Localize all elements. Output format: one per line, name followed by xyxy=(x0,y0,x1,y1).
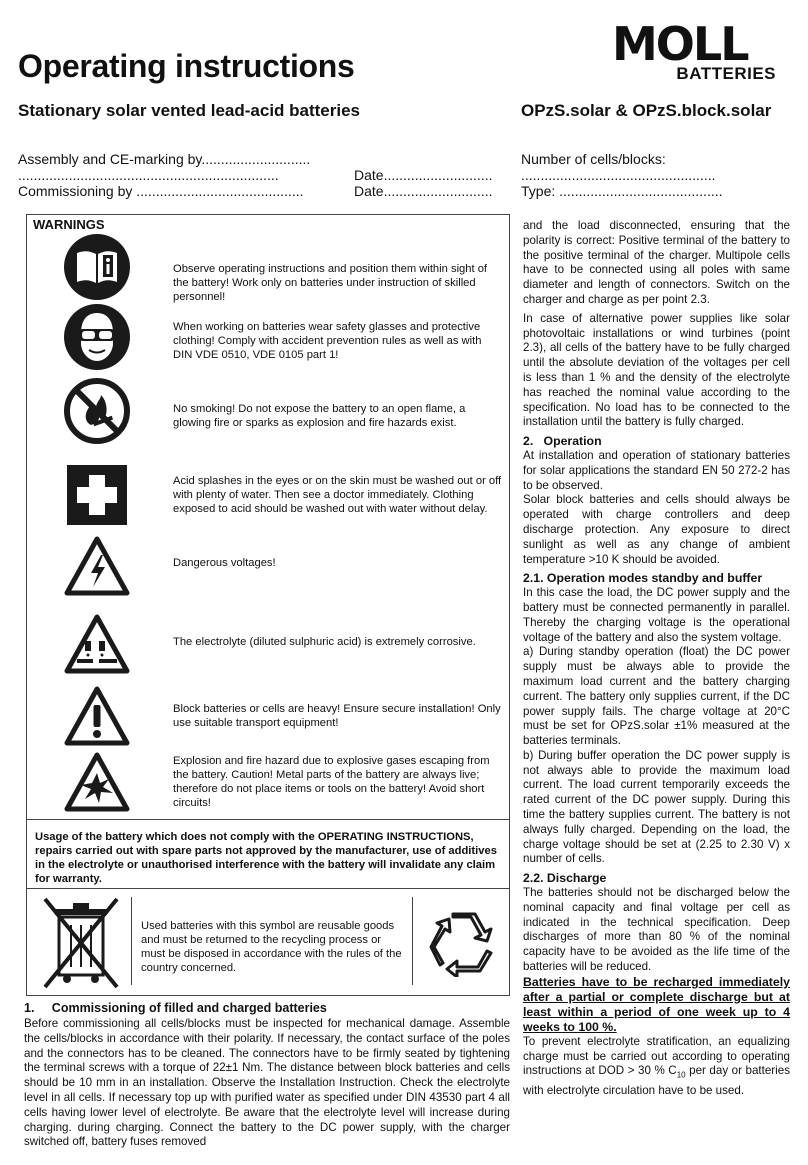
recharge-warning: Batteries have to be recharged immediately after a partial or complete discharge but at least within a period of one week up to 4 weeks to 100 %. xyxy=(523,974,790,1034)
right-p6: a) During standby operation (float) the DC power supply must be always able to provide the maximum load current and the battery charging current. The battery only supplies current, if the DC power supply fails. The charge voltage at 20°C must be set for OPzS.solar ±1% measured at the batteries terminals. xyxy=(523,645,790,748)
heading-standby-buffer: 2.1. Operation modes standby and buffer xyxy=(523,571,763,586)
recycle-icon xyxy=(427,907,497,977)
dots-line: ................................................................... xyxy=(18,167,279,183)
warning-text-7: Block batteries or cells are heavy! Ensure secure installation! Only use suitable transport equipment! xyxy=(173,703,501,729)
date-line-1: Date............................ xyxy=(354,167,493,183)
high-voltage-icon xyxy=(63,533,131,601)
recycling-text: Used batteries with this symbol are reusable goods and must be returned to the recycling process or must be disposed in accordance with the rules of the country concerned. xyxy=(141,920,402,974)
right-p10 xyxy=(523,1035,790,1099)
warning-text-8: Explosion and fire hazard due to explosive gases escaping from the battery. Caution! Metal parts of the battery are always live; therefore do not place items or tools on the battery! Avoid short circuits! xyxy=(173,755,490,809)
assembly-line: Assembly and CE-marking by............................ xyxy=(18,151,311,167)
logo-main: MOLL xyxy=(612,17,748,71)
right-p10-b: per day or batteries with electrolyte circulation have to be used. xyxy=(523,1064,790,1097)
logo-sub: BATTERIES xyxy=(676,64,776,83)
right-p3: At installation and operation of stationary batteries for solar applications the standard EN 50 272-2 has to be observed. xyxy=(523,448,790,492)
exclamation-icon xyxy=(63,683,131,751)
commissioning-line: Commissioning by ........................................... xyxy=(18,183,304,199)
right-column xyxy=(523,219,790,1098)
warranty-notice: Usage of the battery which does not comply with the OPERATING INSTRUCTIONS, repairs carried out with spare parts not approved by the manufacturer, use of additives in the electrolyte or unauthorised interference with the battery will invalidate any claim for warranty. xyxy=(27,819,509,889)
crossed-bin-icon xyxy=(41,895,121,991)
warning-text-4: Acid splashes in the eyes or on the skin must be washed out or off with plenty of water. Then see a doctor immediately. Clothing exposed to acid should be washed out with water without delay. xyxy=(173,475,502,515)
warning-text-5: Dangerous voltages! xyxy=(173,557,276,569)
right-p10-sub: 10 xyxy=(676,1070,686,1080)
right-p1: and the load disconnected, ensuring that the polarity is correct: Positive terminal of the battery to the positive terminal of the charger. Multipole cells have to be connected using all poles with same diameter and length of connectors. Switch on the charger and charge as per point 2.3. xyxy=(523,219,790,306)
warning-text-1: Observe operating instructions and position them within sight of the battery! Work only on batteries under instruction of skilled personnel! xyxy=(173,263,488,303)
right-p4: Solar block batteries and cells should always be operated with charge controllers and deep discharge protection. Any exposure to direct sunlight as well as any change of ambient temperature >10 K should be avoided. xyxy=(523,493,790,566)
goggles-icon xyxy=(63,303,131,371)
moll-logo xyxy=(612,17,784,86)
corrosive-icon xyxy=(63,611,131,679)
right-p8: The batteries should not be discharged below the nominal capacity and final voltage per cell as indicated in the technical specification. Deep discharges of more than 80 % of the nominal capacity have to be avoided as the life time of the batteries will be reduced. xyxy=(523,886,790,974)
manual-icon xyxy=(63,233,131,301)
warnings-box xyxy=(26,214,510,996)
type-line: Type: .......................................... xyxy=(521,183,723,199)
right-p2: In case of alternative power supplies like solar photovoltaic installations or wind turbines (point 2.3), all cells of the battery have to be fully charged until the absolute deviation of the voltages per cell is less than 1 % and the density of the electrolyte has reached the nominal value according to the specification. No load has to be connected to the installation until the battery is fully charged. xyxy=(523,311,790,429)
explosion-icon xyxy=(63,749,131,817)
page-title: Operating instructions xyxy=(18,48,355,84)
subtitle-left: Stationary solar vented lead-acid batteries xyxy=(18,101,361,120)
subtitle-right: OPzS.solar & OPzS.block.solar xyxy=(521,101,772,120)
first-aid-icon xyxy=(63,461,131,529)
warning-text-6: The electrolyte (diluted sulphuric acid) is extremely corrosive. xyxy=(173,636,476,648)
right-p10-a: To prevent electrolyte stratification, an equalizing charge must be carried out according to operating instructions at DOD > 30 % C xyxy=(523,1034,790,1078)
right-p7: b) During buffer operation the DC power supply is not always able to provide the maximum load current. The load current temporarily exceeds the rated current of the DC power supply. During this time the battery supplies current. The battery is not always fully charged. Depending on the load, the charge voltage should be set at (2.25 to 2.30 V) x number of cells. xyxy=(523,748,790,866)
cells-dots: .................................................. xyxy=(521,167,716,183)
heading-operation: 2. Operation xyxy=(523,434,602,449)
section-1-heading: 1. Commissioning of filled and charged batteries xyxy=(24,1001,327,1015)
warning-text-2: When working on batteries wear safety glasses and protective clothing! Comply with accident prevention rules as well as with DIN VDE 0510, VDE 0105 part 1! xyxy=(173,321,482,361)
section-1-body: Before commissioning all cells/blocks must be inspected for mechanical damage. Assemble the cells/blocks in accordance with their polarity. If necessary, the contact surface of the poles and the connectors has to be cleaned. The connectors have to be firmly seated by tightening the terminal screws with a torque of 22±1 Nm. The distance between block batteries and cells should be 10 mm in an installation. Observe the Installation Instruction. Check the electrolyte level in all cells. If necessary top up with purified water as specified under DIN 43530 part 4 all cells having lower level of electrolyte. Be aware that the electrolyte level will increase during charging. during charging. Connect the battery to the DC power supply, with the charger switched off, battery fuses removed xyxy=(24,1017,510,1149)
warning-text-3: No smoking! Do not expose the battery to an open flame, a glowing fire or sparks as explosion and fire hazards exist. xyxy=(173,403,466,429)
right-p5: In this case the load, the DC power supply and the battery must be connected permanently in parallel. Thereby the charging voltage is the operational voltage of the battery and also the system voltage. xyxy=(523,586,790,644)
cells-label: Number of cells/blocks: xyxy=(521,151,666,167)
heading-discharge: 2.2. Discharge xyxy=(523,871,607,886)
no-fire-icon xyxy=(63,377,131,445)
recycling-row xyxy=(27,889,509,995)
warnings-heading: WARNINGS xyxy=(33,217,105,232)
date-line-2: Date............................ xyxy=(354,183,493,199)
